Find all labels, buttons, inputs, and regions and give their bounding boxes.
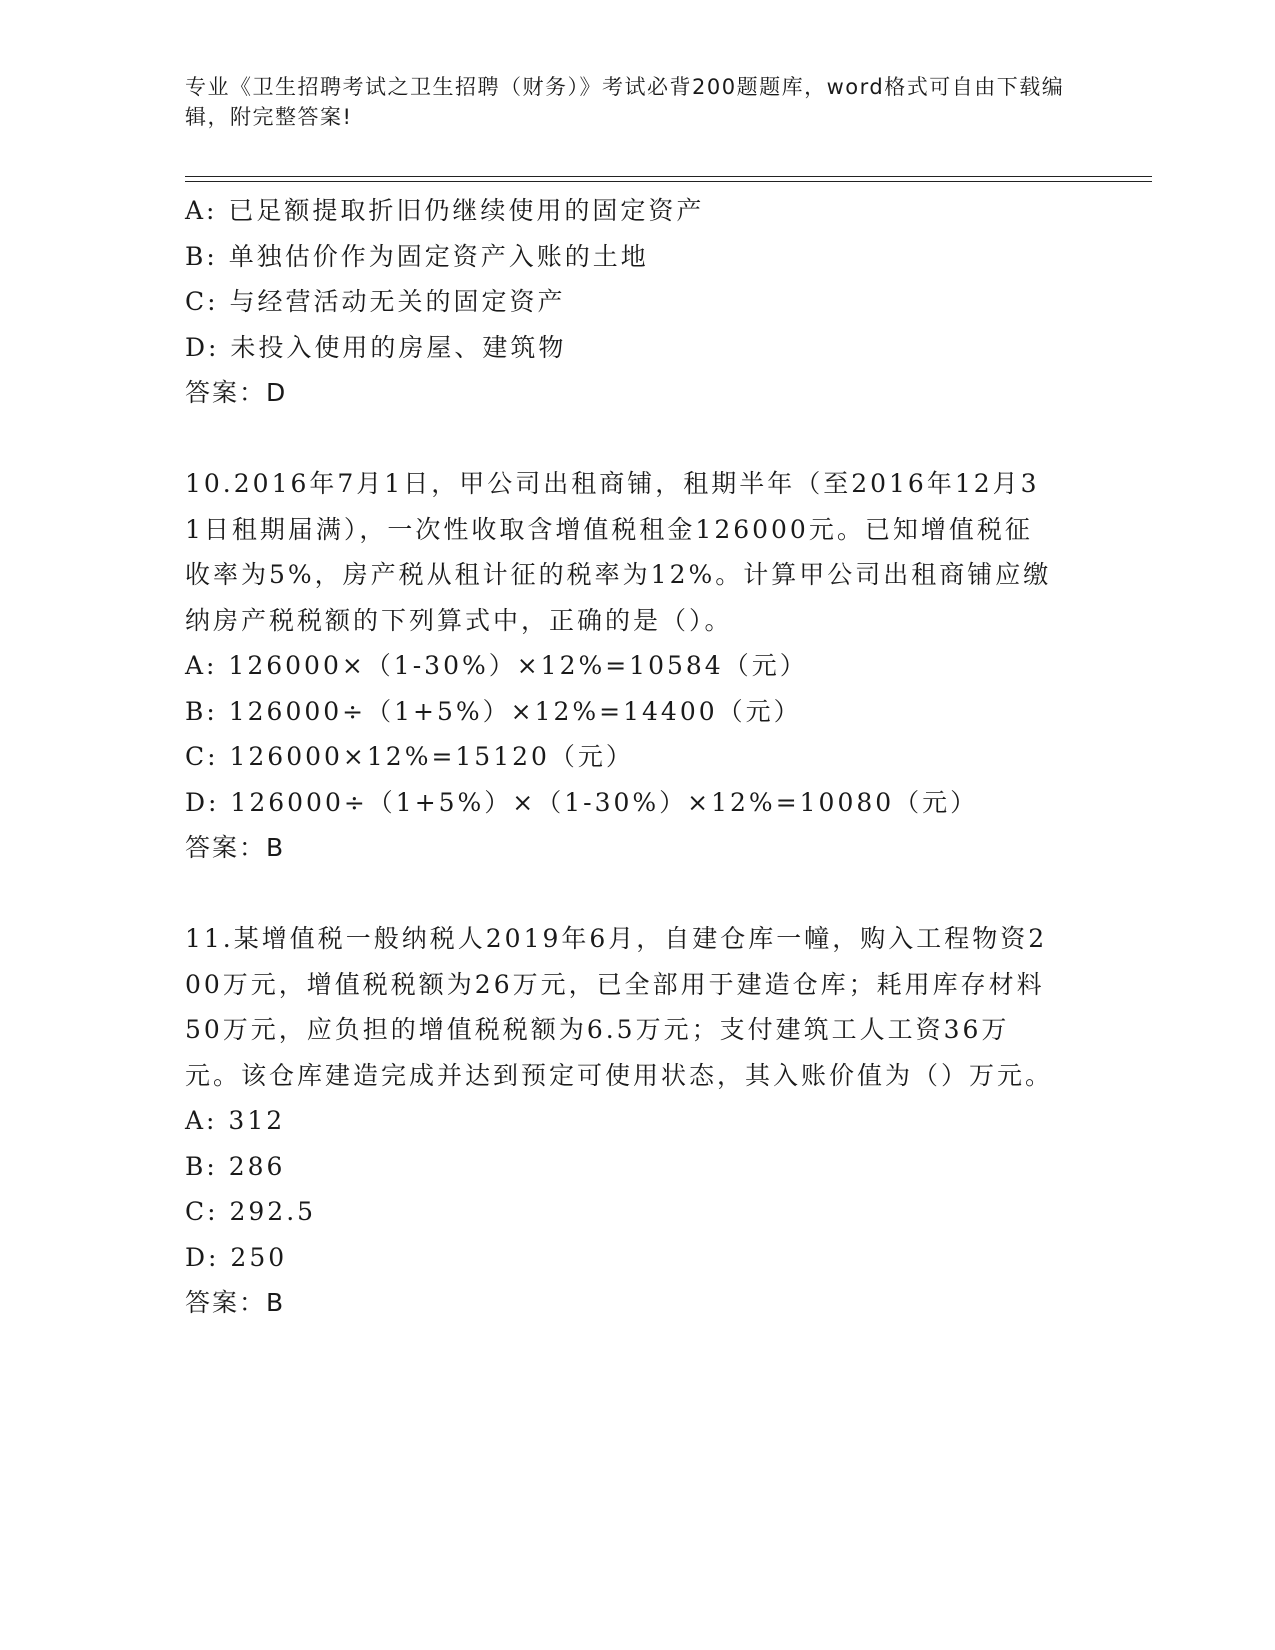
question-10-option-c: C: 126000×12%=15120（元） xyxy=(185,742,634,771)
document-header xyxy=(185,72,1065,132)
question-9 xyxy=(185,188,1065,416)
question-10-answer: 答案：B xyxy=(185,833,286,862)
question-10-text: 10.2016年7月1日，甲公司出租商铺，租期半年（至2016年12月31日租期届满），一次性收取含增值税租金126000元。已知增值税征收率为5%，房产税从租计征的税率为12%。计算甲公司出租商铺应缴纳房产税税额的下列算式中，正确的是（）。 xyxy=(185,469,1052,635)
question-9-option-d: D: 未投入使用的房屋、建筑物 xyxy=(185,332,567,362)
question-11-option-c: C: 292.5 xyxy=(185,1197,317,1226)
question-11-option-b: B: 286 xyxy=(185,1151,286,1181)
spacer xyxy=(185,871,1065,917)
question-9-answer: 答案：D xyxy=(185,378,288,407)
question-11-text: 11.某增值税一般纳税人2019年6月，自建仓库一幢，购入工程物资200万元，增值税税额为26万元，已全部用于建造仓库；耗用库存材料50万元，应负担的增值税税额为6.5万元；支付建筑工人工资36万元。该仓库建造完成并达到预定可使用状态，其入账价值为（）万元。 xyxy=(185,924,1054,1090)
document-body xyxy=(185,188,1065,1326)
question-9-option-a: A: 已足额提取折旧仍继续使用的固定资产 xyxy=(185,196,705,225)
question-11-option-d: D: 250 xyxy=(185,1242,288,1272)
question-11 xyxy=(185,916,1065,1326)
question-10-option-d: D: 126000÷（1+5%）×（1-30%）×12%=10080（元） xyxy=(185,787,979,817)
question-11-option-a: A: 312 xyxy=(185,1106,286,1135)
header-divider-top xyxy=(185,176,1152,177)
question-9-option-b: B: 单独估价作为固定资产入账的土地 xyxy=(185,241,649,271)
document-title: 专业《卫生招聘考试之卫生招聘（财务）》考试必背200题题库，word格式可自由下载编辑，附完整答案! xyxy=(185,75,1065,129)
spacer xyxy=(185,416,1065,462)
header-divider-bottom xyxy=(185,181,1152,182)
question-9-option-c: C: 与经营活动无关的固定资产 xyxy=(185,287,566,316)
question-10-option-b: B: 126000÷（1+5%）×12%=14400（元） xyxy=(185,696,802,726)
question-10 xyxy=(185,461,1065,871)
question-10-option-a: A: 126000×（1-30%）×12%=10584（元） xyxy=(185,651,808,680)
question-11-answer: 答案：B xyxy=(185,1288,286,1317)
